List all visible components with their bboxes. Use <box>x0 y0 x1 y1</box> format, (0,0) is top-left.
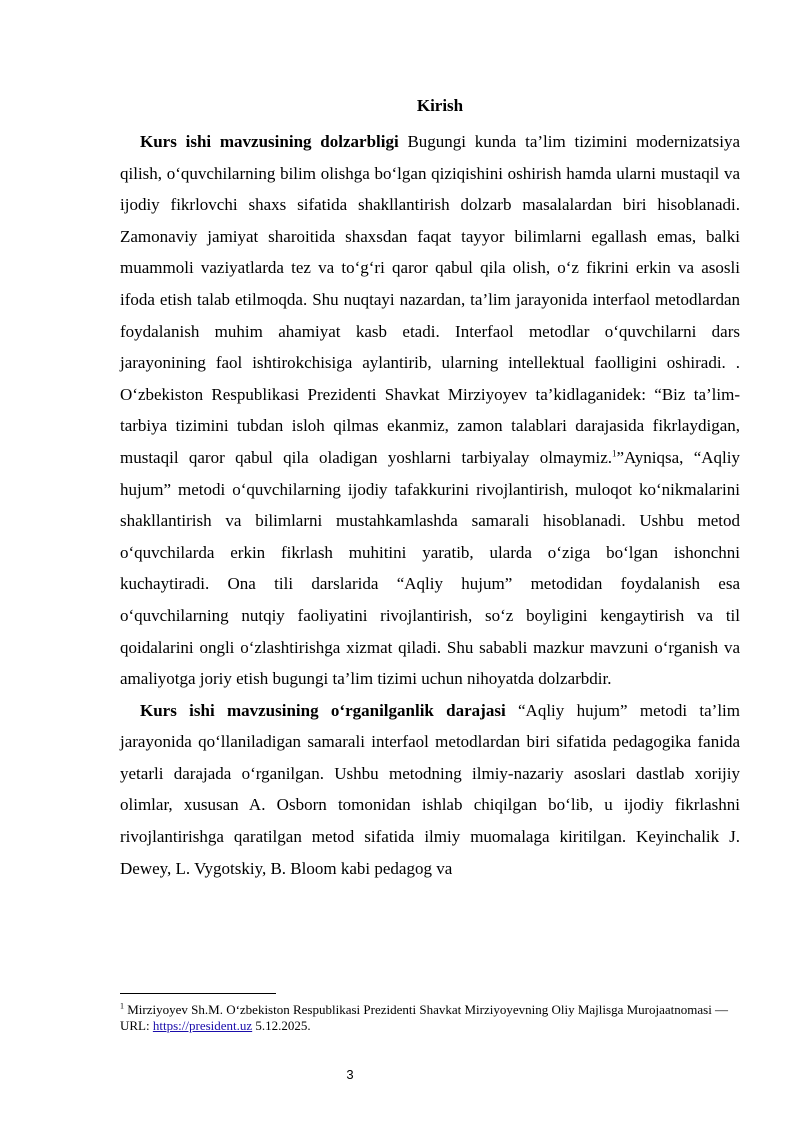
page-number: 3 <box>346 1067 354 1082</box>
paragraph-study-level <box>120 695 740 885</box>
paragraph-lead: Kurs ishi mavzusining o‘rganilganlik darajasi <box>140 700 506 720</box>
footnote <box>120 1002 740 1034</box>
paragraph-text: ”Ayniqsa, “Aqliy hujum” metodi o‘quvchilarning ijodiy tafakkurini rivojlantirish, muloqot ko‘nikmalarini shakllantirish va bilimlarni mustahkamlashda samarali hisoblanadi. Ushbu metod o‘quvchilarda erkin fikrlash muhitini yaratib, ularda o‘ziga bo‘lgan ishonchni kuchaytiradi. Ona tili darslarida “Aqliy hujum” metodidan foydalanish esa o‘quvchilarning nutqiy faoliyatini rivojlantirish, so‘z boyligini kengaytirish va til qoidalarini ongli o‘zlashtirishga xizmat qiladi. Shu sababli mazkur mavzuni o‘rganish va amaliyotga joriy etish bugungi ta’lim tizimi uchun nihoyatda dolzarbdir. <box>120 447 740 689</box>
footnote-reference[interactable]: 1 <box>612 448 617 459</box>
document-body <box>120 126 740 884</box>
footnote-marker: 1 <box>120 1001 124 1011</box>
footnote-text: Mirziyoyev Sh.M. O‘zbekiston Respublikasi Prezidenti Shavkat Mirziyoyevning Oliy Majlisga Murojaatnomasi — URL: <box>120 1002 729 1033</box>
paragraph-text: Bugungi kunda ta’lim tizimini modernizatsiya qilish, o‘quvchilarning bilim olishga bo‘lgan qiziqishini oshirish hamda ularni mustaqil va ijodiy fikrlovchi shaxs sifatida shakllantirish dolzarb masalalardan biri hisoblanadi. Zamonaviy jamiyat sharoitida shaxsdan faqat tayyor bilimlarni egallash emas, balki muammoli vaziyatlarda tez va to‘g‘ri qaror qabul qila olish, o‘z fikrini erkin va asosli ifoda etish talab etilmoqda. Shu nuqtayi nazardan, ta’lim jarayonida interfaol metodlardan foydalanish muhim ahamiyat kasb etadi. Interfaol metodlar o‘quvchilarni dars jarayonining faol ishtirokchisiga aylantirib, ularning intellektual faolligini oshiradi. . O‘zbekiston Respublikasi Prezidenti Shavkat Mirziyoyev ta’kidlaganidek: “Biz ta’lim-tarbiya tizimini tubdan isloh qilmas ekanmiz, zamon talablari darajasida fikrlaydigan, mustaqil qaror qabul qila oladigan yoshlarni tarbiyalay olmaymiz. <box>120 132 740 467</box>
paragraph-lead: Kurs ishi mavzusining dolzarbligi <box>140 132 399 151</box>
footnote-link[interactable]: https://president.uz <box>152 1018 253 1033</box>
footnote-separator <box>120 993 276 994</box>
footnote-date: 5.12.2025. <box>252 1018 311 1033</box>
section-heading: Kirish <box>416 96 464 115</box>
paragraph-text: “Aqliy hujum” metodi ta’lim jarayonida qo‘llaniladigan samarali interfaol metodlardan biri sifatida pedagogika fanida yetarli darajada o‘rganilgan. Ushbu metodning ilmiy-nazariy asoslari dastlab xorijiy olimlar, xususan A. Osborn tomonidan ishlab chiqilgan bo‘lib, u ijodiy fikrlashni rivojlantirishga qaratilgan metod sifatida ilmiy muomalaga kiritilgan. Keyinchalik J. Dewey, L. Vygotskiy, B. Bloom kabi pedagog va <box>120 700 740 878</box>
paragraph-relevance <box>120 126 740 695</box>
